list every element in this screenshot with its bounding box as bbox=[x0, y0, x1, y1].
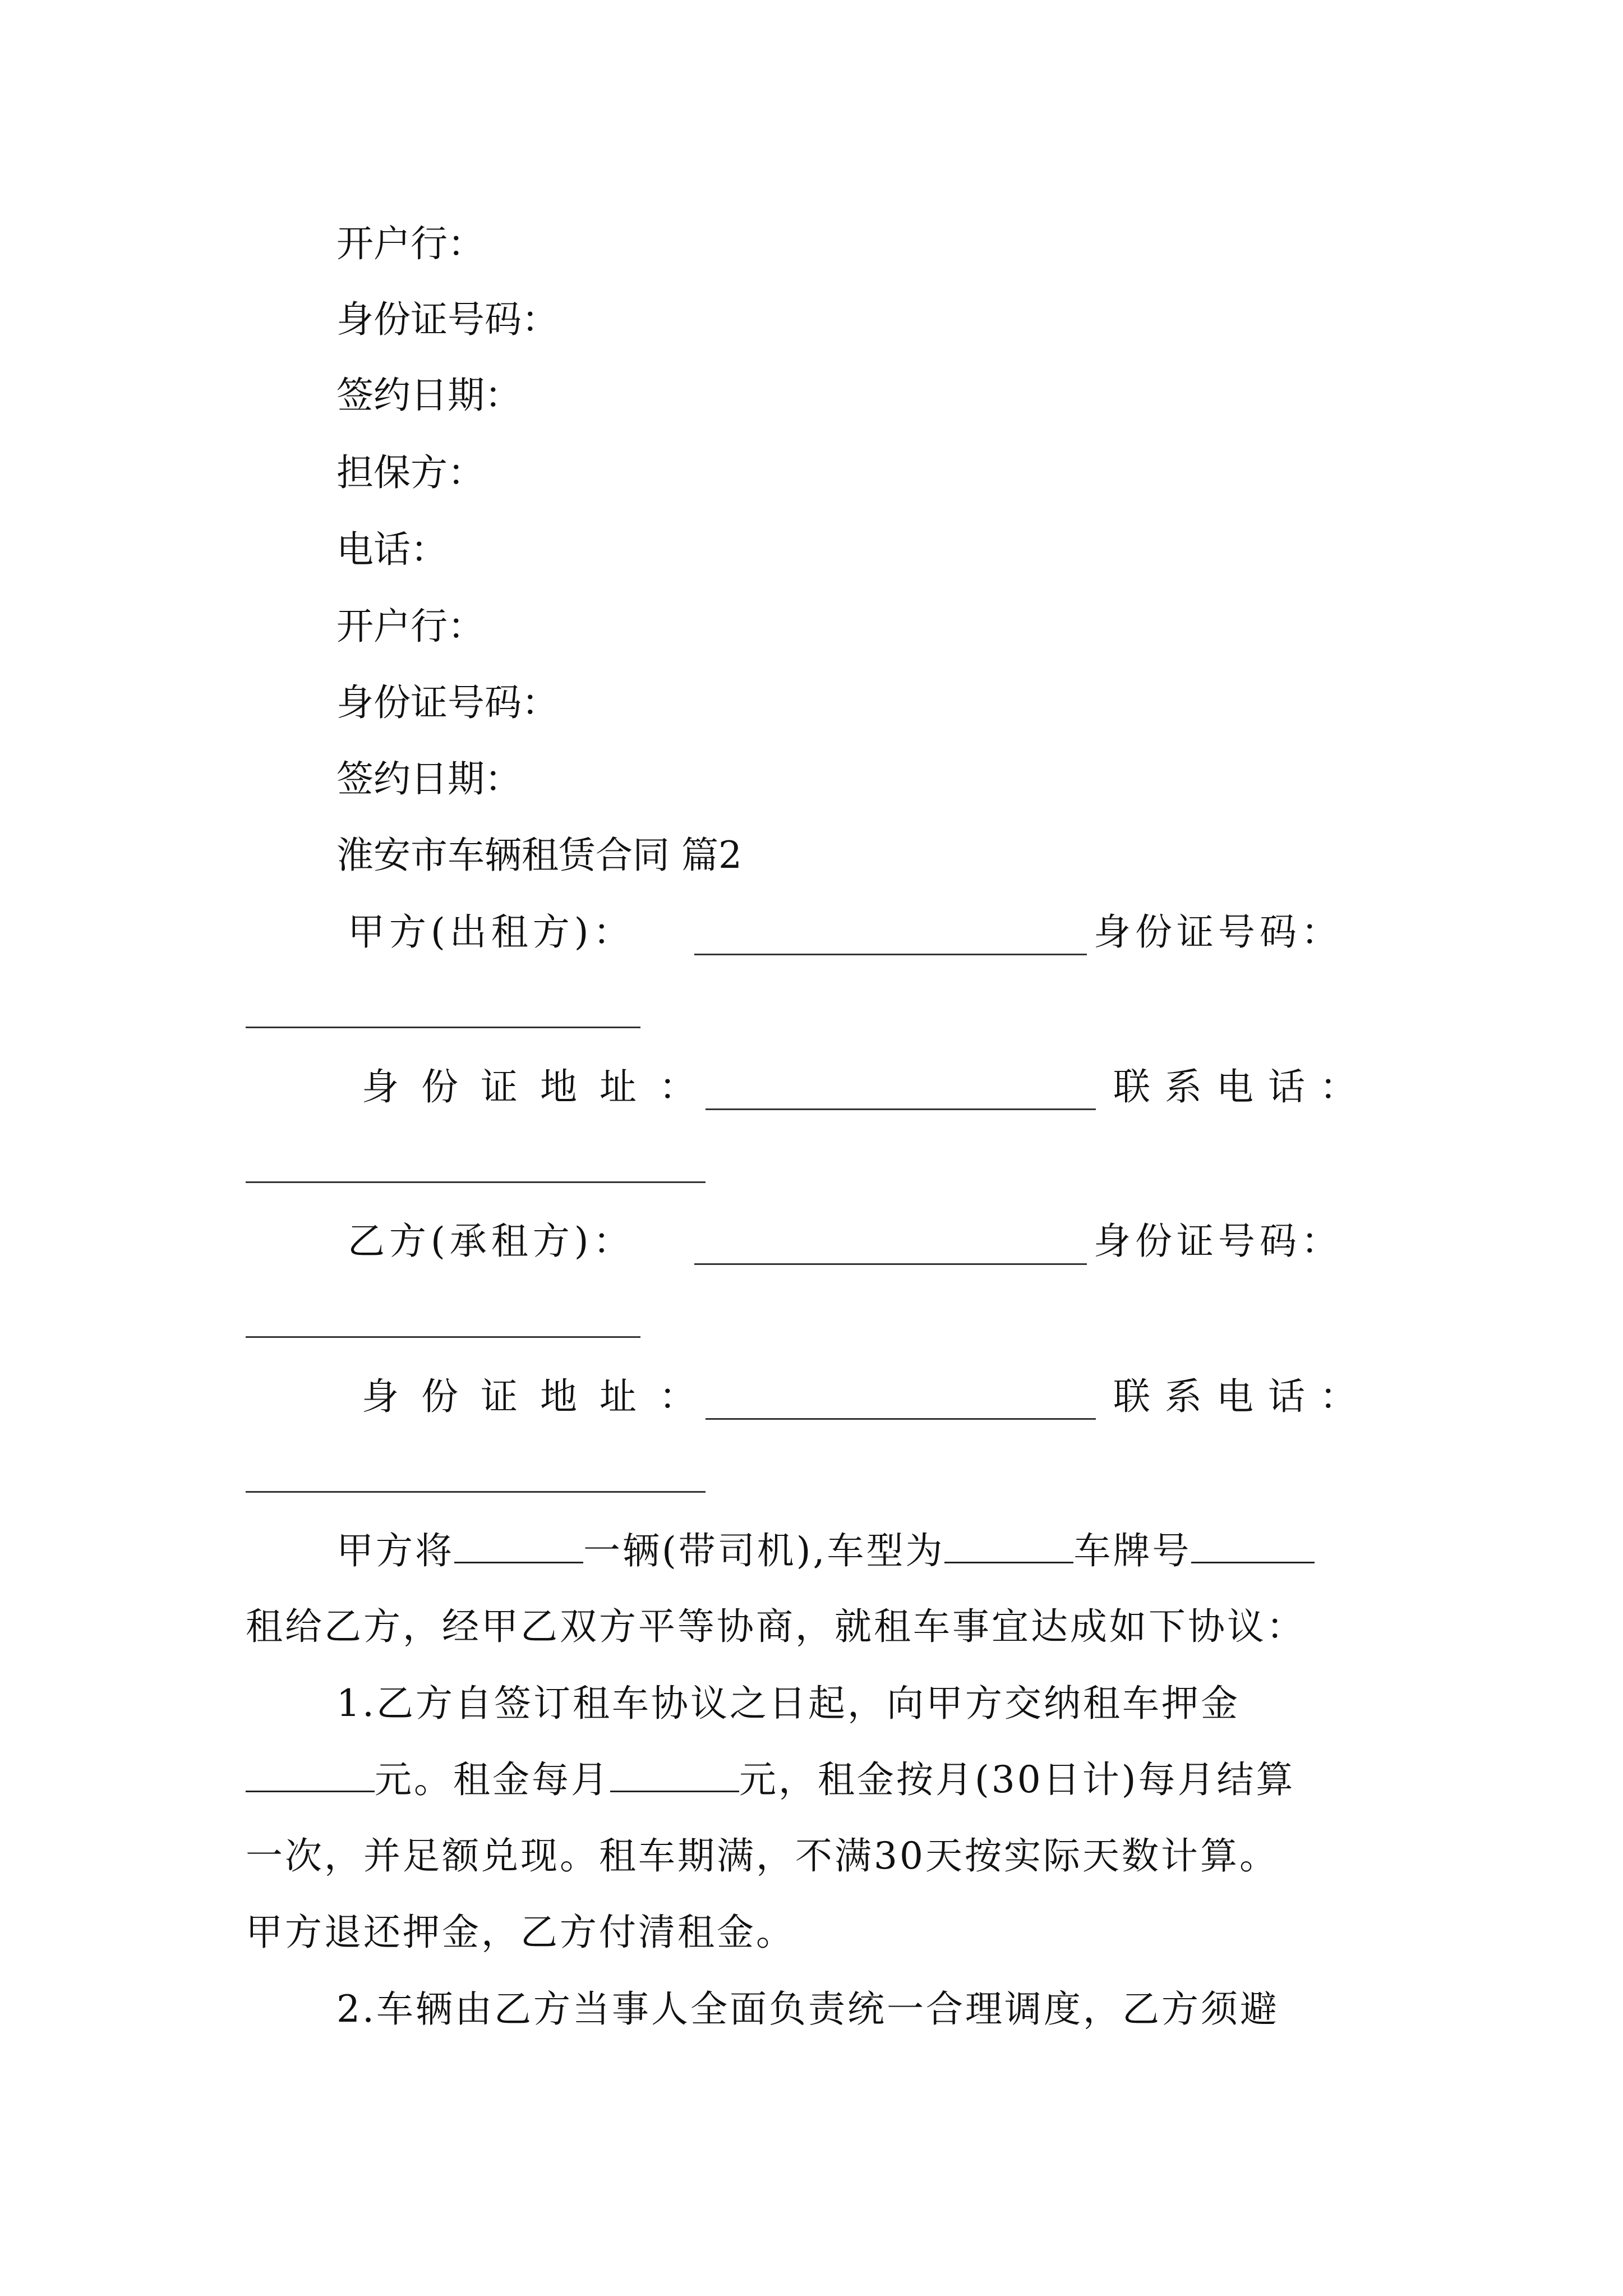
intro-text-2: 一辆(带司机),车型为 bbox=[583, 1529, 945, 1572]
clause1-line-2 bbox=[246, 1755, 1295, 1805]
monthly-rent-blank bbox=[610, 1757, 739, 1792]
lessee-name-blank bbox=[694, 1263, 1087, 1265]
lessor-phone-label: 联系电话： bbox=[1113, 1065, 1371, 1108]
intro-text-1: 甲方将 bbox=[336, 1529, 454, 1572]
bank-label: 开户行： bbox=[336, 222, 485, 265]
guarantor-id-number-label: 身份证号码： bbox=[336, 681, 559, 724]
lessee-address-blank bbox=[706, 1418, 1096, 1420]
lessee-address-label: 身份证地址： bbox=[362, 1375, 718, 1418]
lessee-id-label: 身份证号码： bbox=[1094, 1220, 1343, 1263]
clause1-line-4: 甲方退还押金，乙方付清租金。 bbox=[246, 1911, 795, 1954]
clause1-text-2a: 元。租金每月 bbox=[375, 1758, 610, 1801]
clause1-text-2b: 元，租金按月(30日计)每月结算 bbox=[739, 1758, 1295, 1801]
lessor-id-label: 身份证号码： bbox=[1094, 910, 1343, 954]
vehicle-model-blank bbox=[944, 1528, 1073, 1563]
guarantor-phone-label: 电话： bbox=[336, 528, 448, 571]
lessor-address-label: 身份证地址： bbox=[362, 1065, 718, 1108]
guarantor-sign-date-label: 签约日期： bbox=[336, 757, 522, 800]
guarantor-label: 担保方： bbox=[336, 451, 485, 494]
intro-line-2: 租给乙方，经甲乙双方平等协商，就租车事宜达成如下协议： bbox=[246, 1605, 1306, 1648]
deposit-blank bbox=[246, 1757, 375, 1792]
lessor-label: 甲方(出租方)： bbox=[348, 910, 635, 954]
lessee-id-blank bbox=[246, 1336, 640, 1338]
lessor-name-blank bbox=[694, 954, 1087, 955]
lessee-phone-label: 联系电话： bbox=[1113, 1375, 1371, 1418]
lessor-id-blank bbox=[246, 1027, 640, 1028]
clause2-line-1: 2.车辆由乙方当事人全面负责统一合理调度，乙方须避 bbox=[336, 1987, 1279, 2031]
lessee-label: 乙方(承租方)： bbox=[348, 1220, 635, 1263]
guarantor-bank-label: 开户行： bbox=[336, 605, 485, 648]
id-number-label: 身份证号码： bbox=[336, 298, 559, 341]
sign-date-label: 签约日期： bbox=[336, 374, 522, 417]
plate-number-blank bbox=[1191, 1528, 1315, 1563]
lessor-address-blank bbox=[706, 1108, 1096, 1110]
clause1-line-1: 1.乙方自签订租车协议之日起，向甲方交纳租车押金 bbox=[336, 1682, 1240, 1725]
vehicle-blank bbox=[454, 1528, 583, 1563]
section-title: 淮安市车辆租赁合同 篇2 bbox=[336, 834, 742, 877]
intro-line-1 bbox=[336, 1526, 1315, 1576]
clause1-line-3: 一次，并足额兑现。租车期满，不满30天按实际天数计算。 bbox=[246, 1834, 1279, 1878]
lessor-phone-blank bbox=[246, 1181, 706, 1183]
intro-text-3: 车牌号 bbox=[1073, 1529, 1192, 1572]
lessee-phone-blank bbox=[246, 1491, 706, 1493]
